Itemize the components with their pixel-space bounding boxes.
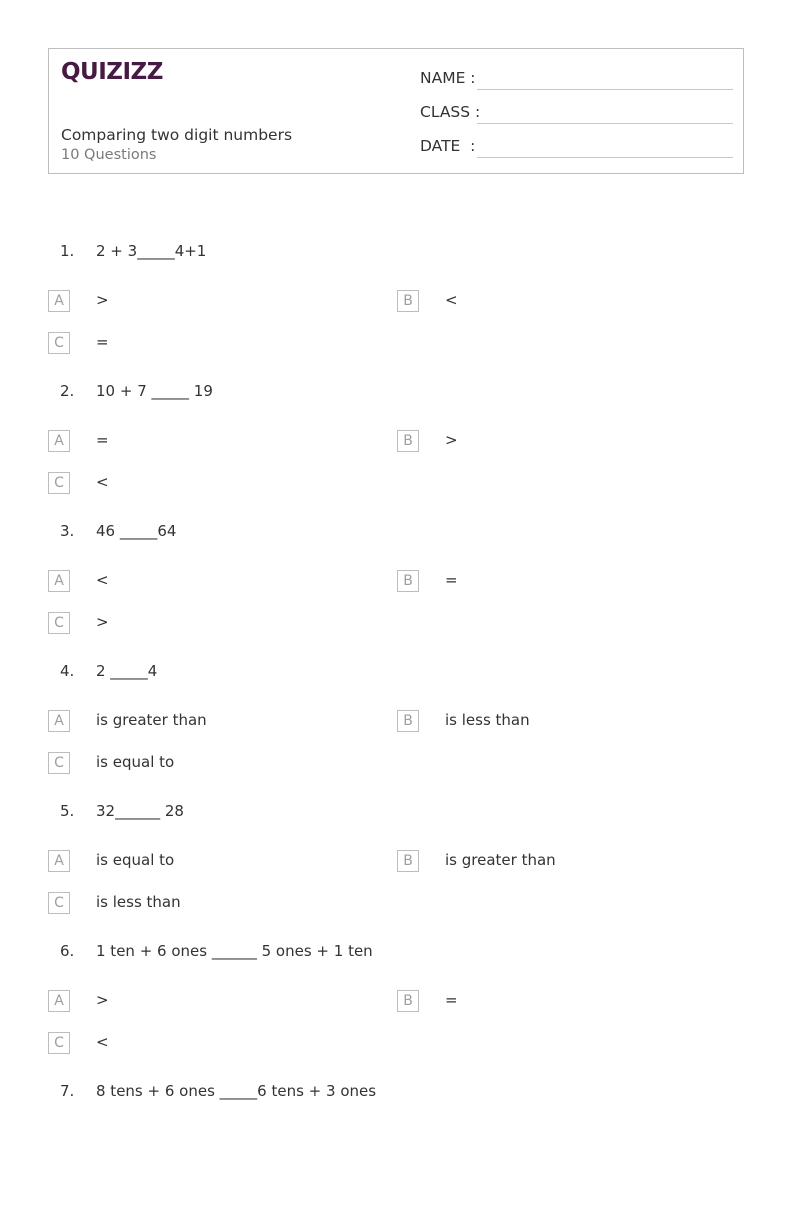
question-number: 1. [60,242,75,260]
question [0,382,794,522]
option-text: > [445,431,458,449]
date-label: DATE : [420,137,476,155]
option-letter-box[interactable]: C [48,612,70,634]
question-number: 4. [60,662,75,680]
question-text: 32______ 28 [96,802,184,820]
worksheet-header [48,48,744,174]
option-text: = [96,333,109,351]
option-letter-box[interactable]: C [48,892,70,914]
option-text: = [96,431,109,449]
option-text: < [445,291,458,309]
option-letter-box[interactable]: B [397,850,419,872]
question-text: 2 + 3_____4+1 [96,242,207,260]
question [0,942,794,1082]
option-text: < [96,1033,109,1051]
option-letter-box[interactable]: A [48,990,70,1012]
question [0,802,794,942]
question-number: 6. [60,942,75,960]
option-letter-box[interactable]: C [48,752,70,774]
name-label: NAME : [420,69,476,87]
option-letter-box[interactable]: B [397,710,419,732]
option-text: > [96,613,109,631]
question-number: 3. [60,522,75,540]
question-text: 8 tens + 6 ones _____6 tens + 3 ones [96,1082,377,1100]
class-label: CLASS : [420,103,481,121]
quizizz-logo: QUIZIZZ [61,59,163,85]
option-text: > [96,991,109,1009]
question-text: 10 + 7 _____ 19 [96,382,213,400]
option-letter-box[interactable]: C [48,332,70,354]
question-text: 46 _____64 [96,522,177,540]
option-text: is equal to [96,753,175,771]
question [0,1082,794,1222]
question [0,522,794,662]
question-text: 1 ten + 6 ones ______ 5 ones + 1 ten [96,942,373,960]
option-text: < [96,571,109,589]
option-text: < [96,473,109,491]
option-letter-box[interactable]: C [48,1032,70,1054]
option-text: is equal to [96,851,175,869]
option-letter-box[interactable]: A [48,430,70,452]
option-letter-box[interactable]: A [48,850,70,872]
option-letter-box[interactable]: C [48,472,70,494]
option-text: = [445,991,458,1009]
option-letter-box[interactable]: B [397,990,419,1012]
option-text: is less than [96,893,181,911]
question [0,662,794,802]
option-text: is greater than [96,711,207,729]
option-text: > [96,291,109,309]
option-letter-box[interactable]: A [48,570,70,592]
question-count: 10 Questions [61,147,157,163]
question-number: 7. [60,1082,75,1100]
date-line [477,157,733,158]
worksheet-title: Comparing two digit numbers [61,126,293,144]
question-number: 2. [60,382,75,400]
question [0,242,794,382]
option-letter-box[interactable]: B [397,290,419,312]
option-text: is greater than [445,851,556,869]
option-text: is less than [445,711,530,729]
option-letter-box[interactable]: B [397,570,419,592]
option-letter-box[interactable]: A [48,710,70,732]
name-line [477,89,733,90]
option-text: = [445,571,458,589]
question-text: 2 _____4 [96,662,158,680]
option-letter-box[interactable]: A [48,290,70,312]
question-number: 5. [60,802,75,820]
option-letter-box[interactable]: B [397,430,419,452]
class-line [477,123,733,124]
